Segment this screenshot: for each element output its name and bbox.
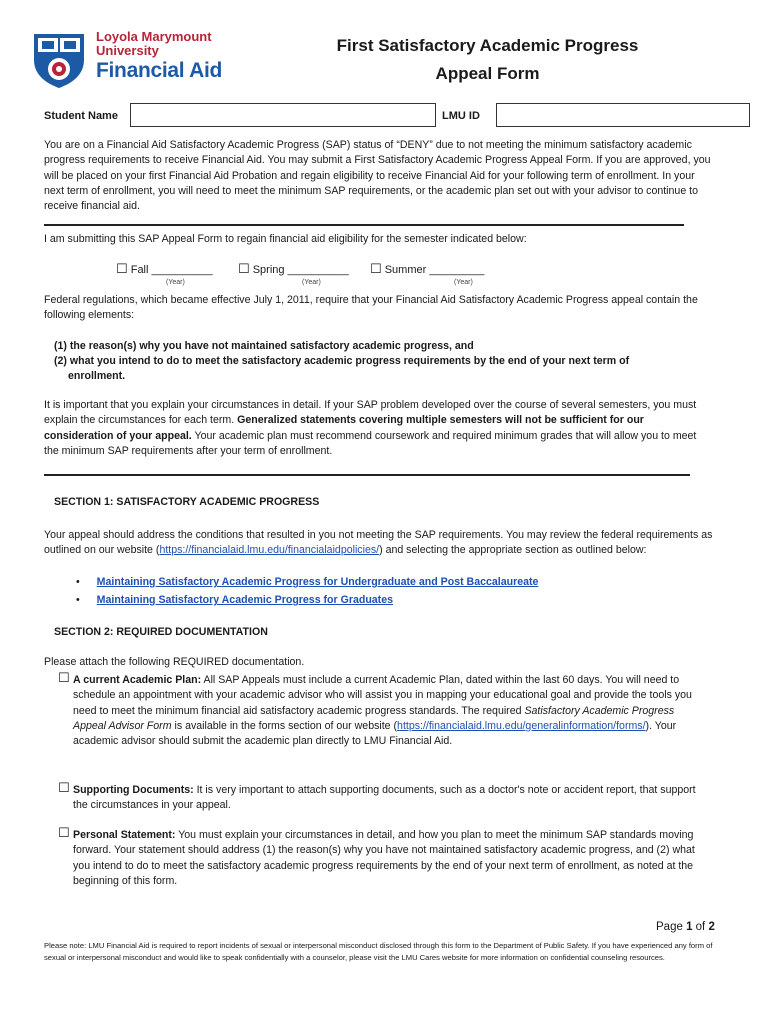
section1-paragraph	[44, 528, 714, 559]
summer-year-label: (Year)	[454, 279, 473, 286]
important-paragraph	[44, 398, 714, 459]
title-line1: First Satisfactory Academic Progress	[336, 36, 639, 55]
bullet-icon: •	[76, 594, 80, 606]
plan-text-2: is available in the forms section of our website (	[171, 719, 398, 732]
academic-plan-item	[73, 673, 693, 749]
page-of: of	[692, 921, 709, 933]
section2-heading: SECTION 2: REQUIRED DOCUMENTATION	[54, 626, 268, 638]
page-prefix: Page	[656, 921, 687, 933]
element-2: (2) what you intend to do to meet the satisfactory academic progress requirements by the end of your next term of	[54, 355, 630, 367]
plan-text-1: All SAP Appeals must include a current Academic Plan, dated within the last 60 days. You will need to schedule an appointment with your academic advisor who will assist you in mapping your educational goal and provide the tools you need to meet the minimum financial aid satisfactory academic progress standards. The required	[73, 674, 692, 717]
title-line2: Appeal Form	[435, 64, 540, 83]
footer-note: Please note: LMU Financial Aid is required to report incidents of sexual or interpersonal misconduct disclosed through this form to the Department of Public Safety. If you have experienced any form of sexual or interpersonal misconduct and would like to speak confidentially with a counselor, please visit the LMU Cares website for more information on confidential counseling resources.	[44, 941, 713, 962]
section1-text-after: ) and selecting the appropriate section as outlined below:	[379, 544, 647, 557]
student-name-label: Student Name	[44, 110, 118, 122]
logo-text-line1: Loyola Marymount	[96, 29, 212, 44]
divider	[44, 224, 684, 226]
element-2-cont: enrollment.	[68, 370, 126, 382]
personal-text: You must explain your circumstances in detail, and how you plan to meet the minimum SAP standards moving forward. Your statement should address (1) the reason(s) why you have not maintained satisfactory academic progress, and (2) what you intend to do to meet the satisfactory academic progress requirements by the end of your next term of enrollment, as noted at the beginning of this form.	[73, 829, 695, 887]
student-name-field[interactable]	[130, 103, 436, 127]
checkbox-icon[interactable]: ☐	[58, 780, 70, 795]
semester-prompt: I am submitting this SAP Appeal Form to regain financial aid eligibility for the semester indicated below:	[44, 233, 527, 245]
personal-statement-item	[73, 828, 713, 889]
section1-heading: SECTION 1: SATISFACTORY ACADEMIC PROGRESS	[54, 496, 320, 508]
plan-label: A current Academic Plan:	[73, 674, 202, 686]
advisor-form-name: Satisfactory Academic Progress Appeal Advisor Form	[73, 704, 675, 732]
important-text-2: Your academic plan must recommend coursework and required minimum grades that will allow you to meet the minimum SAP requirements after your term of enrollment.	[44, 429, 697, 457]
sap-policy-link[interactable]: https://financialaid.lmu.edu/financialaidpolicies/	[159, 544, 380, 557]
logo-text-line3: Financial Aid	[96, 59, 223, 82]
logo-text-line2: University	[96, 43, 159, 58]
summer-option[interactable]	[370, 262, 484, 276]
page-title	[300, 32, 675, 88]
lmu-id-label: LMU ID	[442, 110, 480, 122]
lmu-id-field[interactable]	[496, 103, 750, 127]
checkbox-icon[interactable]: ☐	[238, 261, 250, 276]
checkbox-icon[interactable]: ☐	[58, 825, 70, 840]
undergrad-sap-link[interactable]: Maintaining Satisfactory Academic Progress for Undergraduate and Post Baccalaureate	[96, 576, 539, 588]
lmu-shield-icon	[30, 30, 88, 90]
list-item	[76, 594, 393, 606]
fall-year-label: (Year)	[166, 279, 185, 286]
page-total: 2	[708, 921, 715, 933]
plan-text-3: ). Your academic advisor should submit the academic plan directly to LMU Financial Aid.	[73, 719, 677, 748]
support-text: It is very important to attach supporting documents, such as a doctor's note or accident report, that support the circumstances in your appeal.	[73, 784, 696, 812]
graduate-sap-link[interactable]: Maintaining Satisfactory Academic Progress for Graduates	[96, 594, 393, 606]
section2-intro: Please attach the following REQUIRED documentation.	[44, 656, 305, 668]
page-number	[656, 921, 715, 933]
page-current: 1	[686, 921, 693, 933]
personal-label: Personal Statement:	[73, 829, 176, 841]
spring-option[interactable]	[238, 262, 349, 276]
federal-paragraph: Federal regulations, which became effective July 1, 2011, require that your Financial Aid Satisfactory Academic Progress appeal contain the following elements:	[44, 294, 698, 322]
element-1: (1) the reason(s) why you have not maintained satisfactory academic progress, and	[54, 340, 474, 352]
checkbox-icon[interactable]: ☐	[58, 670, 70, 685]
spring-year-label: (Year)	[302, 279, 321, 286]
section1-text-before: Your appeal should address the conditions that resulted in you not meeting the SAP requirements. You may review the federal requirements as outlined on our website (	[44, 529, 713, 557]
elements-list	[54, 339, 714, 384]
checkbox-icon[interactable]: ☐	[116, 261, 128, 276]
supporting-docs-item	[73, 783, 713, 814]
intro-paragraph: You are on a Financial Aid Satisfactory Academic Progress (SAP) status of “DENY” due to not meeting the minimum satisfactory academic progress requirements to receive Financial Aid. You may submit a First Satisfactory Academic Progress Appeal Form. If you are approved, you will be placed on your first Financial Aid Probation and regain eligibility to receive Financial Aid for your following term of enrollment. In your next term of enrollment, you will need to meet the minimum SAP requirements, or the academic plan set out with your advisor to continue to receive financial aid.	[44, 139, 711, 213]
forms-link[interactable]: https://financialaid.lmu.edu/generalinformation/forms/	[397, 719, 646, 732]
fall-label: Fall __________	[130, 264, 213, 276]
important-bold-text: Generalized statements covering multiple semesters will not be sufficient for our consideration of your appeal.	[44, 414, 644, 442]
checkbox-icon[interactable]: ☐	[370, 261, 382, 276]
spring-label: Spring __________	[252, 264, 349, 276]
summer-label: Summer _________	[384, 264, 485, 276]
bullet-icon: •	[76, 576, 80, 588]
fall-option[interactable]	[116, 262, 213, 276]
support-label: Supporting Documents:	[73, 784, 194, 796]
important-text-1: It is important that you explain your circumstances in detail. If your SAP problem developed over the course of several semesters, you must explain the circumstances for each term.	[44, 399, 697, 427]
divider	[44, 474, 690, 476]
list-item	[76, 576, 538, 588]
